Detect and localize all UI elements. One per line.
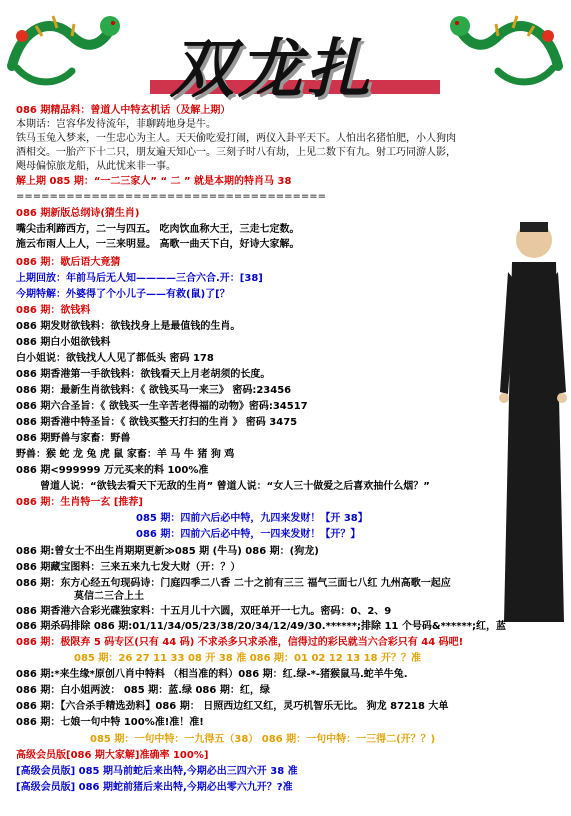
line-42: [高级会员版] 085 期马前蛇后来出特,今期必出三四六开 38 准 [16, 766, 298, 777]
line-12: 今期特解：外婆得了个小儿子——有救(鼠)了[？ [16, 289, 230, 300]
line-39: 086 期：七娘一句中特 100%准!准！准! [16, 717, 204, 728]
line-14: 086 期发财欲钱料：欲钱找身上是最值钱的生肖。 [16, 321, 241, 332]
line-16: 白小姐说：欲钱找人人见了都低头 密码 178 [16, 353, 214, 364]
line-29: 086 期藏宝图料：三来五来九七发大财（开：？） [16, 562, 241, 573]
line-34: 086 期：极限弃 5 码专区(只有 44 码) 不求杀多只求杀准，信得过的彩民就当六合彩只有 44 码吧! [16, 637, 464, 648]
line-33: 086 期杀码排除 086 期:01/11/34/05/23/38/20/34/12/49/30.******;排除 11 个号码&******;红，蓝 [16, 621, 506, 632]
line-32: 086 期香港六合彩光碟独家料：十五月儿十六圆，双旺单开一七九。密码：0、2、9 [16, 606, 392, 617]
line-20: 086 期香港中特圣旨：《 欲钱买整天打扫的生肖 》 密码 3475 [16, 417, 298, 428]
line-38: 086 期：【六合杀手精选劲料】086 期： 日照西边红又红，灵巧机智乐无比。 狗龙 87218 大单 [16, 701, 449, 712]
line-24: 曾道人说：“欲钱去看天下无敌的生肖” 曾道人说：“女人三十做爱之后喜欢抽什么烟？” [40, 481, 430, 492]
line-9: 施云布雨人上人，一三来明显。 高歌一曲天下白，好诗大家解。 [16, 239, 300, 250]
line-36: 086 期:*来生缘*原创八肖中特料 （相当准的料）086 期：红.绿-*-猪猴鼠马.蛇羊牛兔. [16, 669, 408, 680]
line-31: 莫信二三合上土 [74, 591, 144, 602]
line-26: 085 期：四前六后必中特，九四来发财！【开 38】 [136, 513, 368, 524]
line-19: 086 期六合圣旨：《 欲钱买一生辛苦老得福的动物》密码:34517 [16, 401, 308, 412]
line-7: 086 期新版总纲诗(猜生肖) [16, 208, 140, 219]
green-dragon-right-icon [448, 6, 568, 96]
line-28: 086 期:曾女士不出生肖期期更新≫085 期 (牛马) 086 期：(狗龙) [16, 546, 319, 557]
line-11: 上期回放：年前马后无人知————三合六合.开：[38] [16, 273, 263, 284]
line-35: 085 期：26 27 11 33 08 开 38 准 086 期：01 02 12 13 18 开？？准 [74, 653, 422, 664]
line-3: 铁马玉兔入梦来，一生忠心为主人。天天偷吃爱打闹，两仪入卦平天下。人怕出名猪怕肥，小人狗肉 [16, 133, 456, 144]
line-30: 086 期：东方心经五句现码诗：门庭四季二八香 二十之前有三三 福气三面七八红 九州高歌一起应 [16, 578, 451, 589]
line-40: 085 期：一句中特：一九得五（38） 086 期：一句中特：一三得二(开？？) [90, 734, 436, 745]
line-43: [高级会员版] 086 期蛇前猪后来出特,今期必出零六九开？?准 [16, 782, 293, 793]
line-4: 酒相交。一胎产下十二只，朋友遍天知心一。三刻子时八有劫，上见二数下有九。射工巧同游人影， [16, 147, 456, 158]
man-in-coat-figure-icon [498, 212, 568, 632]
line-27: 086 期：四前六后必中特，一四来发财！【开？】 [136, 529, 361, 540]
line-21: 086 期野兽与家畜：野兽 [16, 433, 131, 444]
line-6: 解上期 085 期：“一二三家人” “ 二 ” 就是本期的特肖马 38 [16, 176, 292, 187]
line-37: 086 期：白小姐两波： 085 期：蓝.绿 086 期：红，绿 [16, 685, 270, 696]
line-22: 野兽：猴 蛇 龙 兔 虎 鼠 家畜：羊 马 牛 猪 狗 鸡 [16, 449, 235, 460]
separator: ===================================== [16, 191, 327, 202]
line-2: 本期话：岂容华发待流年，菲聊踌地身是牛。 [16, 119, 216, 130]
page-title: 双龙扎 [170, 32, 374, 107]
line-25: 086 期：生肖特一玄 [推荐] [16, 497, 143, 508]
line-18: 086 期：最新生肖欲钱料：《 欲钱买马一来三》 密码:23456 [16, 385, 292, 396]
line-15: 086 期白小姐欲钱料 [16, 337, 111, 348]
header-banner [0, 0, 571, 107]
green-dragon-left-icon [2, 6, 122, 96]
line-1: 086 期精品料：曾道人中特玄机话（及解上期） [16, 105, 231, 116]
line-5: 飓母偏惊旅龙船，从此忧来非一事。 [16, 161, 176, 172]
line-41: 高级会员版[086 期大家解]准确率 100%] [16, 750, 209, 761]
line-23: 086 期<999999 万元买来的料 100%准 [16, 465, 209, 476]
line-10: 086 期：歇后语大竟猜 [16, 257, 121, 268]
line-13: 086 期：欲钱料 [16, 305, 91, 316]
line-17: 086 期香港第一手欲钱料：欲钱看天上月老胡须的长度。 [16, 369, 271, 380]
line-8: 嘴尖击利蹄西方，二一与四五。 吃肉饮血称大王，三走七定数。 [16, 224, 300, 235]
